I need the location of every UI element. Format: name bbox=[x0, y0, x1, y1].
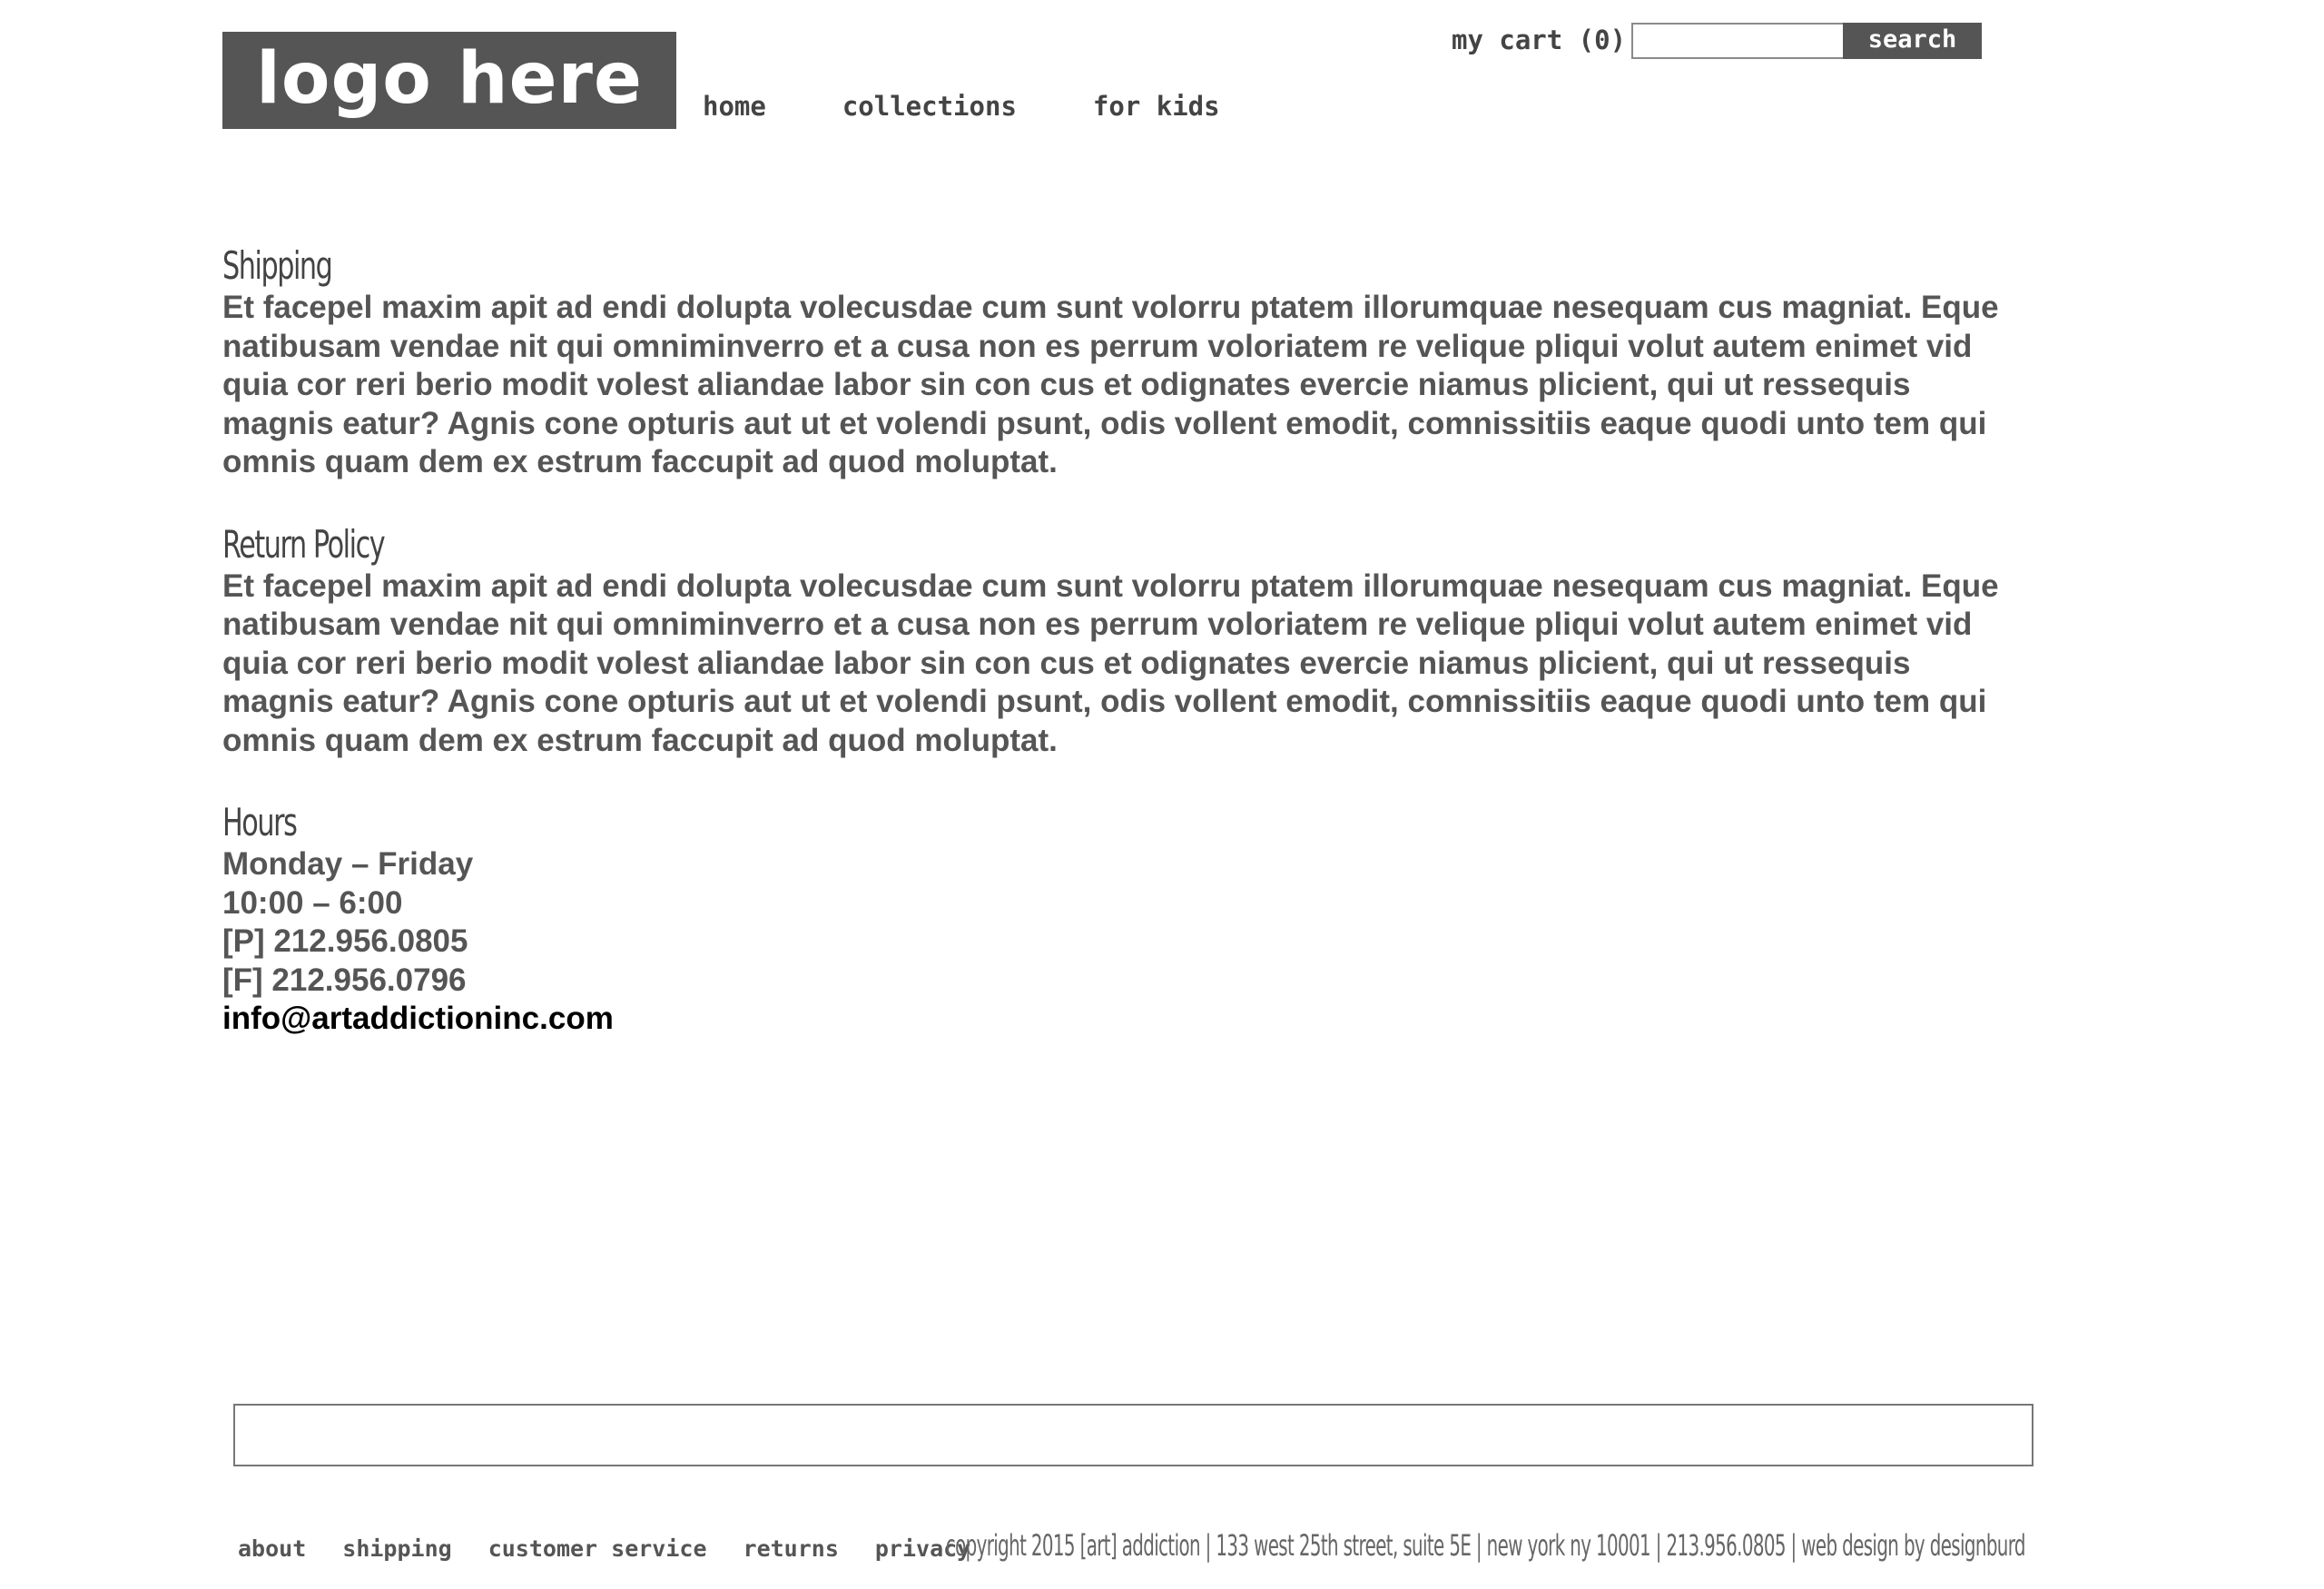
footer-nav bbox=[238, 1537, 970, 1560]
shipping-heading: Shipping bbox=[222, 243, 332, 288]
hours-time: 10:00 – 6:00 bbox=[222, 884, 403, 921]
footer-returns-link[interactable]: returns bbox=[743, 1535, 839, 1562]
return-policy-heading: Return Policy bbox=[222, 521, 385, 567]
footer-shipping-link[interactable]: shipping bbox=[342, 1535, 452, 1562]
fax-number: [F] 212.956.0796 bbox=[222, 962, 467, 998]
search-input[interactable] bbox=[1631, 23, 1843, 59]
email-link[interactable]: info@artaddictioninc.com bbox=[222, 1001, 614, 1036]
page-content bbox=[222, 243, 2002, 1039]
footer-about-link[interactable]: about bbox=[238, 1535, 307, 1562]
copyright-text: copyright 2015 [art] addiction | 133 west 25th street, suite 5E | new york ny 10001 | 213.956.0805 | web design by designburd bbox=[945, 1528, 2025, 1563]
hours-section bbox=[222, 800, 2002, 1039]
hours-heading: Hours bbox=[222, 800, 297, 844]
shipping-section bbox=[222, 243, 2002, 482]
nav-home-link[interactable]: home bbox=[703, 91, 766, 122]
hours-days: Monday – Friday bbox=[222, 846, 474, 882]
search-button[interactable]: search bbox=[1843, 23, 1982, 59]
nav-collections-link[interactable]: collections bbox=[842, 91, 1017, 122]
footer-privacy-link[interactable]: privacy bbox=[874, 1535, 971, 1562]
main-nav bbox=[703, 91, 1220, 122]
footer-bar bbox=[233, 1404, 2034, 1466]
site-logo[interactable]: logo here bbox=[222, 32, 676, 129]
footer-customer-service-link[interactable]: customer service bbox=[487, 1535, 707, 1562]
return-policy-text: Et facepel maxim apit ad endi dolupta volecusdae cum sunt volorru ptatem illorumquae nesequam cus magniat. Eque natibusam vendae nit qui omniminverro et a cusa non es perrum voloriatem re velique pliqui volut autem enimet vid quia cor reri berio modit volest aliandae labor sin con cus et odignates evercie niamus plicient, qui ut ressequis magnis eatur? Agnis cone opturis aut ut et volendi psunt, odis vollent emodit, comnissitiis eaque quodi unto tem qui omnis quam dem ex estrum faccupit ad quod moluptat. bbox=[222, 568, 1999, 758]
shipping-text: Et facepel maxim apit ad endi dolupta volecusdae cum sunt volorru ptatem illorumquae nesequam cus magniat. Eque natibusam vendae nit qui omniminverro et a cusa non es perrum voloriatem re velique pliqui volut autem enimet vid quia cor reri berio modit volest aliandae labor sin con cus et odignates evercie niamus plicient, qui ut ressequis magnis eatur? Agnis cone opturis aut ut et volendi psunt, odis vollent emodit, comnissitiis eaque quodi unto tem qui omnis quam dem ex estrum faccupit ad quod moluptat. bbox=[222, 290, 1999, 479]
cart-link[interactable]: my cart (0) bbox=[1452, 25, 1627, 55]
return-policy-section bbox=[222, 522, 2002, 761]
phone-number: [P] 212.956.0805 bbox=[222, 923, 468, 959]
nav-for-kids-link[interactable]: for kids bbox=[1092, 91, 1220, 122]
